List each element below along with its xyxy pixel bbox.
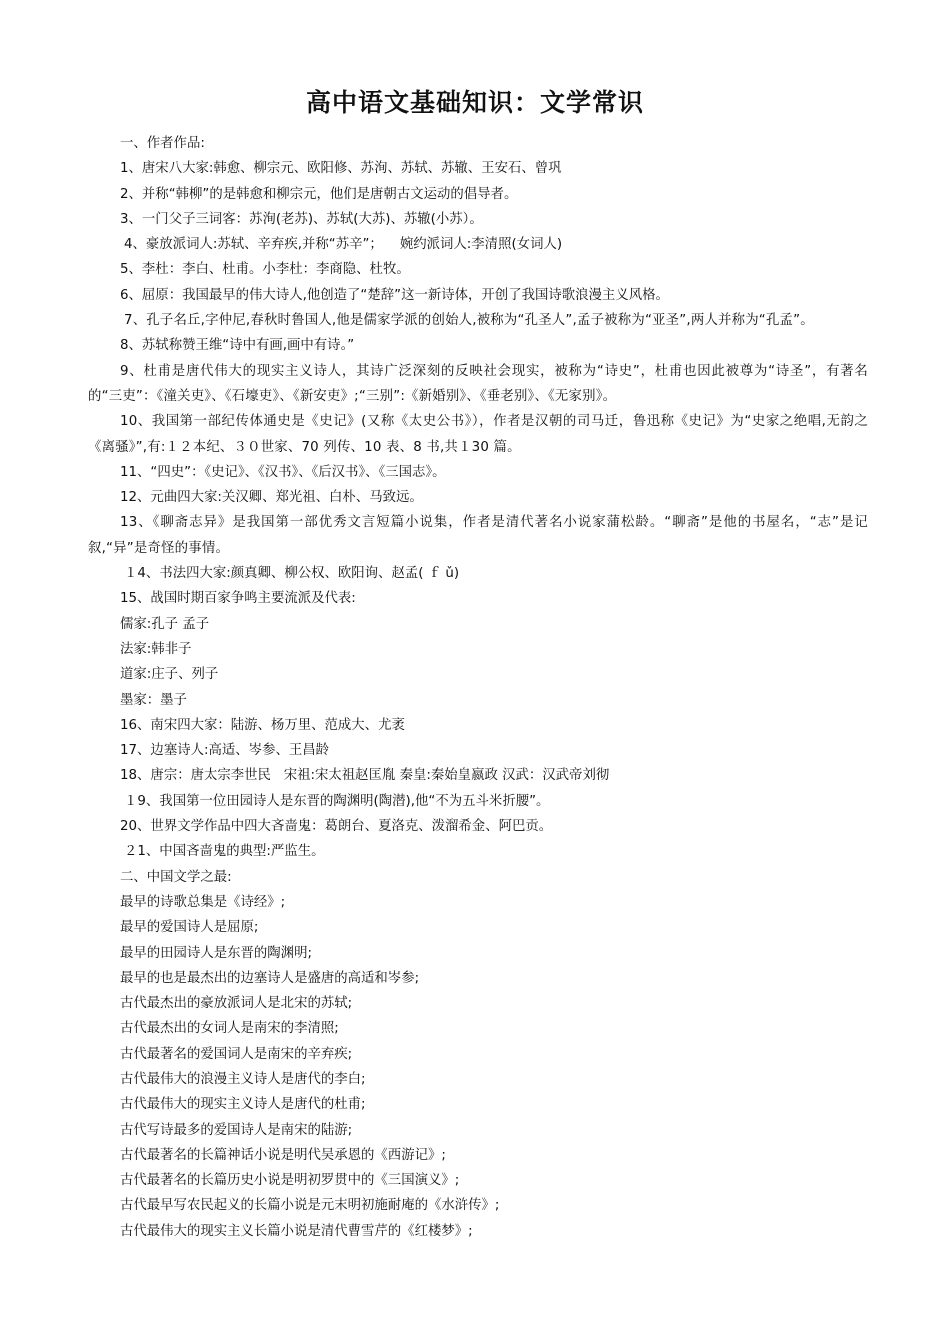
text-line: 道家:庄子、列子 <box>120 667 219 683</box>
page-title: 高中语文基础知识：文学常识 <box>305 88 644 117</box>
text-line: 1、唐宋八大家:韩愈、柳宗元、欧阳修、苏洵、苏轼、苏辙、王安石、曾巩 <box>120 161 562 177</box>
text-line: 儒家:孔子 孟子 <box>120 616 210 632</box>
list-item: 最早的爱国诗人是屈原; <box>120 920 259 936</box>
text-line: 墨家：墨子 <box>120 692 187 708</box>
document-body <box>88 131 868 1244</box>
text-line: 5、李杜：李白、杜甫。小李杜：李商隐、杜牧。 <box>120 262 410 278</box>
list-item: 最早的诗歌总集是《诗经》; <box>120 894 286 910</box>
text-line: 17、边塞诗人:高适、岑参、王昌龄 <box>120 743 330 759</box>
section-heading-authors: 一、作者作品: <box>120 136 205 151</box>
text-line: １4、书法四大家:颜真卿、柳公权、欧阳询、赵孟( ｆ ǔ) <box>124 566 460 582</box>
list-item: 古代最杰出的豪放派词人是北宋的苏轼; <box>120 996 353 1012</box>
text-line: １9、我国第一位田园诗人是东晋的陶渊明(陶潜),他“不为五斗米折腰”。 <box>124 793 550 809</box>
text-line: 2、并称“韩柳”的是韩愈和柳宗元，他们是唐朝古文运动的倡导者。 <box>120 186 518 202</box>
text-line: 8、苏轼称赞王维“诗中有画,画中有诗。” <box>120 338 355 354</box>
text-line: 11、“四史”：《史记》、《汉书》、《后汉书》、《三国志》。 <box>120 464 446 480</box>
list-item: 古代最著名的长篇神话小说是明代吴承恩的《西游记》; <box>120 1147 446 1163</box>
text-line: 15、战国时期百家争鸣主要流派及代表: <box>120 591 356 607</box>
text-paragraph: 10、我国第一部纪传体通史是《史记》(又称《太史公书》），作者是汉朝的司马迁，鲁迅称《史记》为“史家之绝唱,无韵之《离骚》”,有:１２本纪、３０世家、70 列传、10 表、8 书,共１30 篇。 <box>88 414 868 455</box>
text-line: ２1、中国吝啬鬼的典型:严监生。 <box>124 844 325 860</box>
text-paragraph: 13、《聊斋志异》是我国第一部优秀文言短篇小说集，作者是清代著名小说家蒲松龄。“聊斋”是他的书屋名，“志”是记叙,“异”是奇怪的事情。 <box>88 515 868 556</box>
list-item: 最早的也是最杰出的边塞诗人是盛唐的高适和岑参; <box>120 970 420 986</box>
text-line: 12、元曲四大家:关汉卿、郑光祖、白朴、马致远。 <box>120 490 423 506</box>
text-paragraph: 7、孔子名丘,字仲尼,春秋时鲁国人,他是儒家学派的创始人,被称为“孔圣人”,孟子被称为“亚圣”,两人并称为“孔孟”。 <box>124 313 814 329</box>
section-heading-firsts: 二、中国文学之最: <box>120 869 232 885</box>
list-item: 古代写诗最多的爱国诗人是南宋的陆游; <box>120 1122 353 1138</box>
text-line: 3、一门父子三词客：苏洵(老苏)、苏轼(大苏)、苏辙(小苏）。 <box>120 211 483 227</box>
list-item: 最早的田园诗人是东晋的陶渊明; <box>120 945 312 961</box>
list-item: 古代最杰出的女词人是南宋的李清照; <box>120 1021 339 1037</box>
list-item: 古代最伟大的现实主义长篇小说是清代曹雪芹的《红楼梦》; <box>120 1223 473 1239</box>
list-item: 古代最伟大的浪漫主义诗人是唐代的李白; <box>120 1071 366 1087</box>
text-line: 6、屈原：我国最早的伟大诗人,他创造了“楚辞”这一新诗体，开创了我国诗歌浪漫主义风格。 <box>120 287 669 303</box>
text-line: 18、唐宗：唐太宗李世民 宋祖:宋太祖赵匡胤 秦皇:秦始皇嬴政 汉武：汉武帝刘彻 <box>120 768 610 784</box>
list-item: 古代最早写农民起义的长篇小说是元末明初施耐庵的《水浒传》; <box>120 1198 500 1214</box>
list-item: 古代最著名的爱国词人是南宋的辛弃疾; <box>120 1046 353 1062</box>
text-line: 4、豪放派词人:苏轼、辛弃疾,并称“苏辛”； 婉约派词人:李清照(女词人) <box>124 237 563 253</box>
text-line: 20、世界文学作品中四大吝啬鬼：葛朗台、夏洛克、泼溜希金、阿巴贡。 <box>120 819 553 835</box>
list-item: 古代最著名的长篇历史小说是明初罗贯中的《三国演义》; <box>120 1173 460 1189</box>
list-item: 古代最伟大的现实主义诗人是唐代的杜甫; <box>120 1097 366 1113</box>
text-line: 16、南宋四大家：陆游、杨万里、范成大、尤袤 <box>120 717 405 733</box>
text-paragraph: 9、杜甫是唐代伟大的现实主义诗人，其诗广泛深刻的反映社会现实，被称为“诗史”，杜甫也因此被尊为“诗圣”，有著名的“三吏”：《潼关吏》、《石壕吏》、《新安吏》;“三别”:《新婚别》、《垂老别》、《无家别》。 <box>88 363 868 404</box>
text-line: 法家:韩非子 <box>120 641 192 657</box>
